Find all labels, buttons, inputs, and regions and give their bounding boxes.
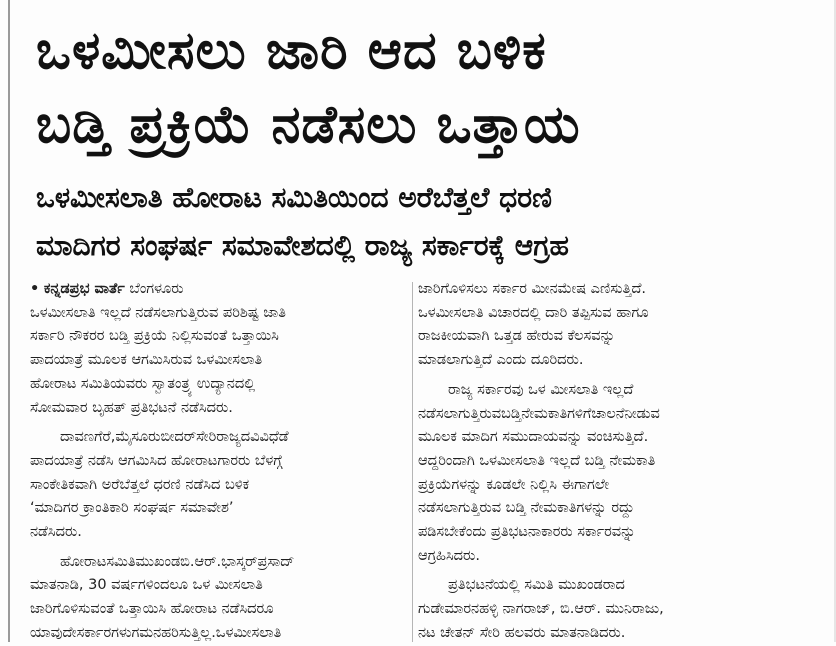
left-line-5: ಸೋಮವಾರ ಬೃಹತ್ ಪ್ರತಿಭಟನೆ ನಡೆಸಿದರು. xyxy=(30,399,233,416)
right-line-12: ಆಗ್ರಹಿಸಿದರು. xyxy=(418,547,480,564)
left-line-12: ಮಾತನಾಡಿ, 30 ವರ್ಷಗಳಿಂದಲೂ ಒಳ ಮೀಸಲಾತಿ xyxy=(30,577,263,594)
right-line-5: ರಾಜ್ಯ ಸರ್ಕಾರವು ಒಳ ಮೀಸಲಾತಿ ಇಲ್ಲದೆ xyxy=(448,381,634,398)
right-line-6: ನಡೆಸಲಾಗುತ್ತಿರುವಬಡ್ತಿನೇಮಕಾತಿಗಳಿಗೆಚಾಲನೆನೀಡುವ xyxy=(418,405,660,422)
byline xyxy=(30,278,410,302)
byline-agency: ಕನ್ನಡಪ್ರಭ ವಾರ್ತೆ xyxy=(43,281,125,297)
subheadline-line-2: ಮಾದಿಗರ ಸಂಘರ್ಷ ಸಮಾವೇಶದಲ್ಲಿ ರಾಜ್ಯ ಸರ್ಕಾರಕ್ಕೆ ಆಗ್ರಹ xyxy=(36,229,569,262)
column-divider xyxy=(412,282,413,642)
right-line-10: ನಡೆಸಲಾಗುತ್ತಿರುವ ಬಡ್ತಿ ನೇಮಕಾತಿಗಳನ್ನು ರದ್ದು xyxy=(418,500,635,517)
article-column-left xyxy=(30,278,410,646)
left-line-4: ಹೋರಾಟ ಸಮಿತಿಯವರು ಸ್ವಾತಂತ್ರ್ಯ ಉದ್ಯಾನದಲ್ಲಿ xyxy=(30,375,256,392)
right-line-7: ಮೂಲಕ ಮಾದಿಗ ಸಮುದಾಯವನ್ನು ವಂಚಿಸುತ್ತಿದೆ. xyxy=(418,429,649,446)
byline-bullet: • xyxy=(30,281,40,297)
left-line-1: ಒಳಮೀಸಲಾತಿ ಇಲ್ಲದೆ ನಡೆಸಲಾಗುತ್ತಿರುವ ಪರಿಶಿಷ್ಟ ಜಾತಿ xyxy=(30,304,286,321)
left-line-3: ಪಾದಯಾತ್ರೆ ಮೂಲಕ ಆಗಮಿಸಿರುವ ಒಳಮೀಸಲಾತಿ xyxy=(30,352,263,369)
subheadline-line-1: ಒಳಮೀಸಲಾತಿ ಹೋರಾಟ ಸಮಿತಿಯಿಂದ ಅರೆಬೆತ್ತಲೆ ಧರಣಿ xyxy=(36,181,552,214)
subheadline xyxy=(36,174,826,270)
left-line-13: ಜಾರಿಗೊಳಿಸುವಂತೆ ಒತ್ತಾಯಿಸಿ ಹೋರಾಟ ನಡೆಸಿದರೂ xyxy=(30,601,274,618)
right-line-4: ಮಾಡಲಾಗುತ್ತಿದೆ ಎಂದು ದೂರಿದರು. xyxy=(418,352,584,369)
right-line-2: ಒಳಮೀಸಲಾತಿ ವಿಚಾರದಲ್ಲಿ ದಾರಿ ತಪ್ಪಿಸುವ ಹಾಗೂ xyxy=(418,304,649,321)
left-line-9: ‘ಮಾದಿಗರ ಕ್ರಾಂತಿಕಾರಿ ಸಂಘರ್ಷ ಸಮಾವೇಶ’ xyxy=(30,500,234,517)
right-line-1: ಜಾರಿಗೊಳಿಸಲು ಸರ್ಕಾರ ಮೀನಮೇಷ ಎಣಿಸುತ್ತಿದೆ. xyxy=(418,281,647,297)
right-line-11: ಪಡಿಸಬೇಕೆಂದು ಪ್ರತಿಭಟನಾಕಾರರು ಸರ್ಕಾರವನ್ನು xyxy=(418,524,636,541)
headline xyxy=(36,14,826,162)
right-line-9: ಪ್ರಕ್ರಿಯೆಗಳನ್ನು ಕೂಡಲೇ ನಿಲ್ಲಿಸಿ ಈಗಾಗಲೇ xyxy=(418,476,610,493)
right-line-8: ಆದ್ದರಿಂದಾಗಿ ಒಳಮೀಸಲಾತಿ ಇಲ್ಲದೆ ಬಡ್ತಿ ನೇಮಕಾತಿ xyxy=(418,452,656,469)
left-line-14: ಯಾವುದೇಸರ್ಕಾರಗಳುಗಮನಹರಿಸುತ್ತಿಲ್ಲ.ಒಳಮೀಸಲಾತಿ xyxy=(30,624,282,641)
left-line-2: ಸರ್ಕಾರಿ ನೌಕರರ ಬಡ್ತಿ ಪ್ರಕ್ರಿಯೆ ನಿಲ್ಲಿಸುವಂತೆ ಒತ್ತಾಯಿಸಿ xyxy=(30,328,279,345)
right-line-14: ಗುಡೇಮಾರನಹಳ್ಳಿ ನಾಗರಾಜ್, ಬಿ.ಆರ್. ಮುನಿರಾಜು, xyxy=(418,601,664,618)
left-line-8: ಸಾಂಕೇತಿಕವಾಗಿ ಅರೆಬೆತ್ತಲೆ ಧರಣಿ ನಡೆಸಿದ ಬಳಿಕ xyxy=(30,476,250,493)
headline-line-1: ಒಳಮೀಸಲು ಜಾರಿ ಆದ ಬಳಿಕ xyxy=(36,21,547,81)
right-line-15: ನಟ ಚೇತನ್ ಸೇರಿ ಹಲವರು ಮಾತನಾಡಿದರು. xyxy=(418,624,626,641)
left-line-11: ಹೋರಾಟಸಮಿತಿಮುಖಂಡಬಿ.ಆರ್.ಭಾಸ್ಕರ್‌ಪ್ರಸಾದ್ xyxy=(60,553,295,570)
article-column-right xyxy=(418,278,804,646)
headline-line-2: ಬಡ್ತಿ ಪ್ರಕ್ರಿಯೆ ನಡೆಸಲು ಒತ್ತಾಯ xyxy=(36,95,581,155)
right-line-3: ರಾಜಕೀಯವಾಗಿ ಒತ್ತಡ ಹೇರುವ ಕೆಲಸವನ್ನು xyxy=(418,328,616,345)
page-left-margin-rule xyxy=(8,0,10,642)
left-line-7: ಪಾದಯಾತ್ರೆ ನಡೆಸಿ ಆಗಮಿಸಿದ ಹೋರಾಟಗಾರರು ಬೆಳಗ್ಗೆ xyxy=(30,452,283,469)
left-line-6: ದಾವಣಗೆರೆ,ಮೈಸೂರುಬೀದರ್‌ಸೇರಿರಾಜ್ಯದವಿವಿಧೆಡೆ xyxy=(60,429,289,446)
right-line-13: ಪ್ರತಿಭಟನೆಯಲ್ಲಿ ಸಮಿತಿ ಮುಖಂಡರಾದ xyxy=(448,577,625,594)
byline-place: ಬೆಂಗಳೂರು xyxy=(129,281,184,297)
left-line-10: ನಡೆಸಿದರು. xyxy=(30,524,82,541)
